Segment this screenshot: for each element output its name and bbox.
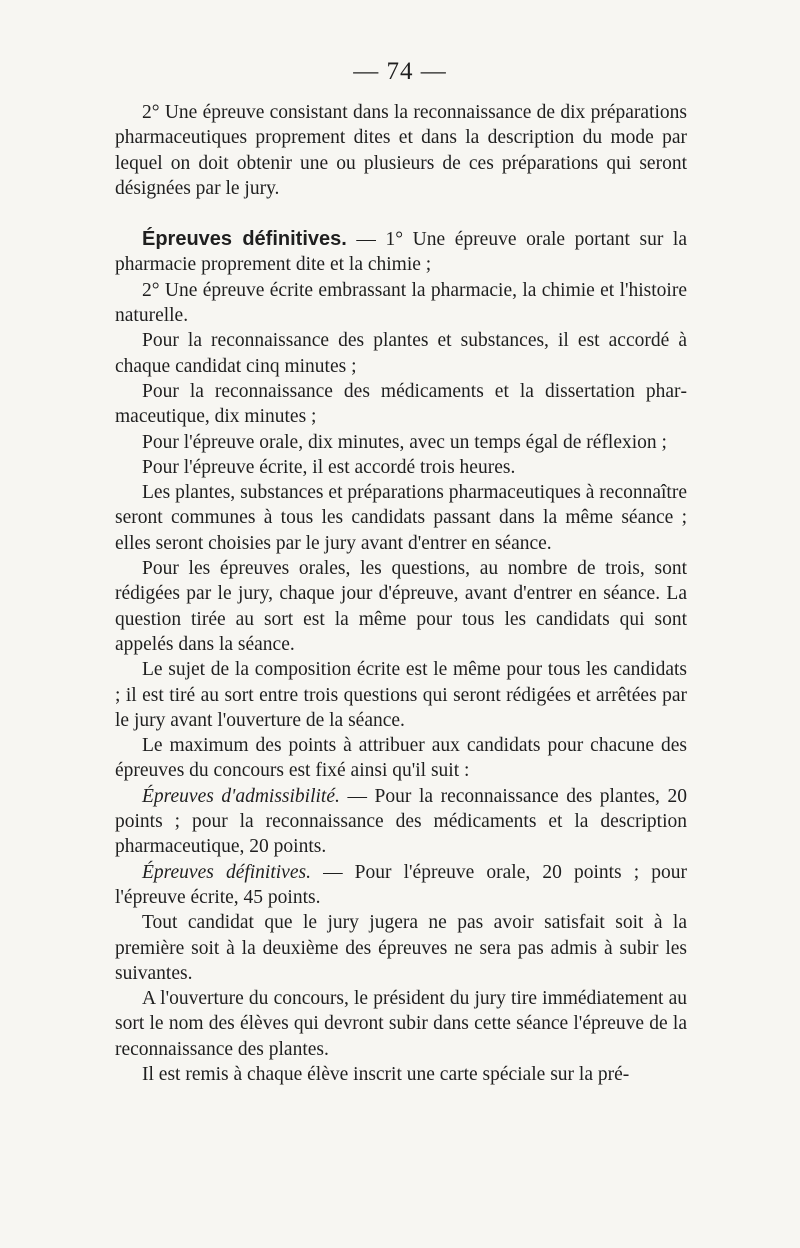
paragraph: A l'ouverture du concours, le président du jury tire immédiatement au sort le nom des élèves qui devront subir dans cette séance l'épreuve de la reconnaissance des plantes. <box>115 988 687 1060</box>
paragraph: Les plantes, substances et préparations pharmaceutiques à reconnaître seront communes à tous les candidats passant dans la même séance ; elles seront choisies par le jury avant d'entrer en séance. <box>115 482 687 554</box>
italic-subheading: Épreuves définitives. <box>142 861 311 883</box>
paragraph-gap <box>115 201 687 227</box>
paragraph: Pour la reconnaissance des médicaments et la dissertation pharmaceutique, dix minutes ; <box>115 380 687 428</box>
page-body <box>115 100 687 1087</box>
paragraph: Pour l'épreuve orale, dix minutes, avec un temps égal de réflexion ; <box>142 431 667 453</box>
section-heading: Épreuves définitives. <box>142 228 347 251</box>
paragraph: 2° Une épreuve consistant dans la reconnaissance de dix préparations pharmaceutiques proprement dites et dans la description du mode par lequel on doit obtenir une ou plusieurs de ces préparations qui seront désignées par le jury. <box>115 102 687 199</box>
paragraph: 2° Une épreuve écrite embrassant la pharmacie, la chimie et l'histoire naturelle. <box>115 279 687 327</box>
page-number: — 74 — <box>353 58 447 85</box>
paragraph: Pour les épreuves orales, les questions, au nombre de trois, sont rédigées par le jury, chaque jour d'épreuve, avant d'entrer en séance. La question tirée au sort est la même pour tous les candidats qui sont appelés dans la séance. <box>115 558 687 655</box>
paragraph: Pour l'épreuve écrite, il est accordé trois heures. <box>142 456 516 478</box>
paragraph <box>115 860 687 911</box>
paragraph-text: — 1° Une épreuve orale portant sur la pharmacie proprement dite et la chimie ; <box>115 229 688 276</box>
paragraph: Tout candidat que le jury jugera ne pas avoir satisfait soit à la première soit à la deuxième des épreuves ne sera pas admis à subir les suivantes. <box>115 912 687 984</box>
paragraph-text: — Pour la reconnaissance des plantes, 20 points ; pour la reconnaissance des médicaments et la description pharmaceutique, 20 points. <box>115 785 687 858</box>
paragraph: Le sujet de la composition écrite est le même pour tous les candidats ; il est tiré au sort entre trois questions qui seront rédigées et arrêtées par le jury avant l'ouverture de la séance. <box>115 659 687 731</box>
paragraph <box>115 784 687 860</box>
paragraph <box>115 227 687 278</box>
paragraph: Il est remis à chaque élève inscrit une carte spéciale sur la pré- <box>142 1063 630 1085</box>
paragraph-text: — Pour l'épreuve orale, 20 points ; pour l'épreuve écrite, 45 points. <box>115 861 687 908</box>
paragraph: Le maximum des points à attribuer aux candidats pour chacune des épreuves du concours est fixé ainsi qu'il suit : <box>115 735 687 782</box>
paragraph: Pour la reconnaissance des plantes et substances, il est accordé à chaque candidat cinq minutes ; <box>115 330 687 377</box>
italic-subheading: Épreuves d'admissibilité. <box>142 785 340 807</box>
